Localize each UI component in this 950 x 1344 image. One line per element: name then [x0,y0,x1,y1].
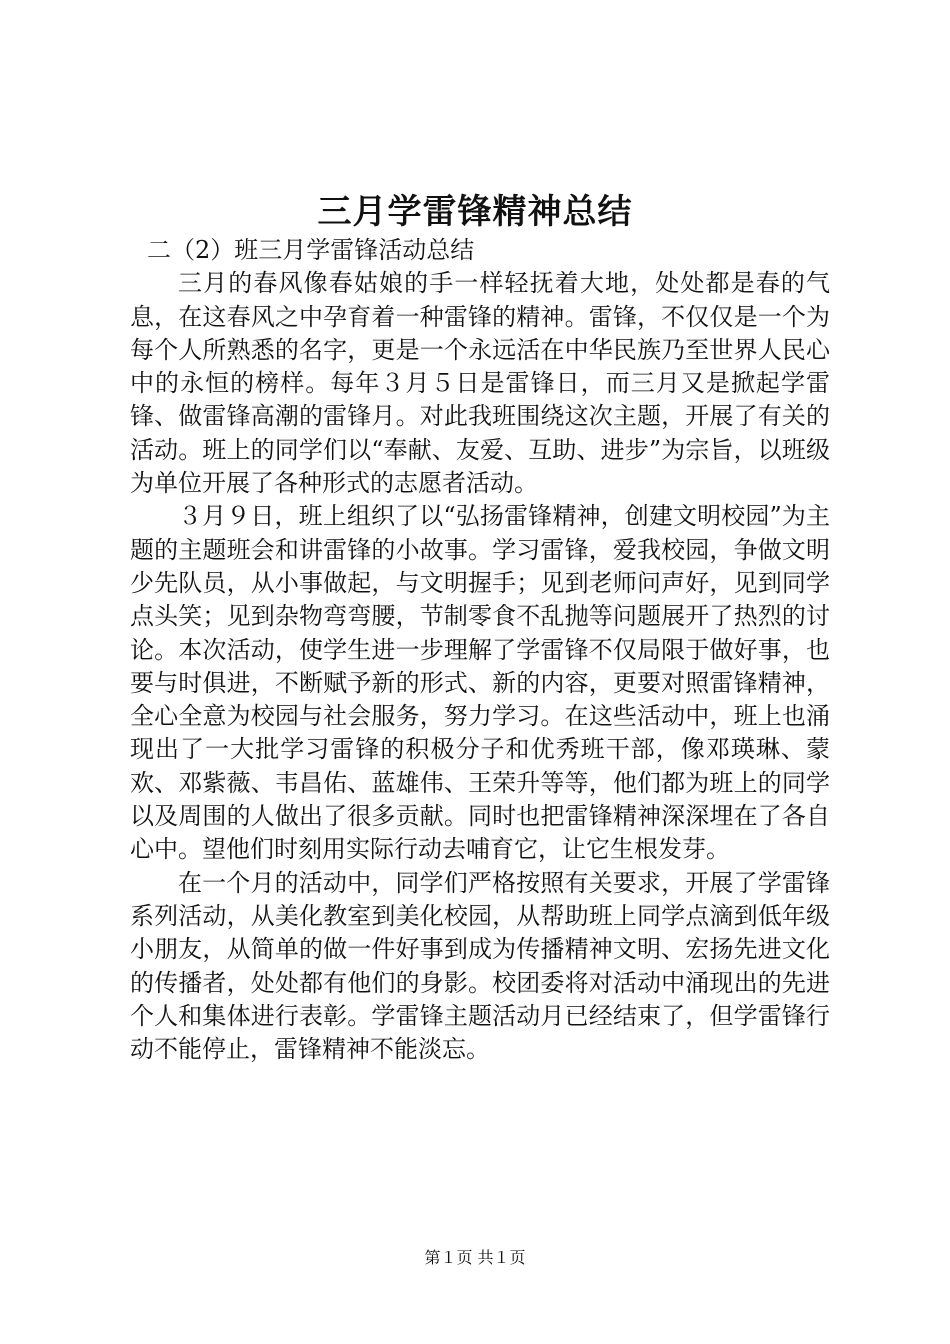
paragraph-1: 三月的春风像春姑娘的手一样轻抚着大地，处处都是春的气息，在这春风之中孕育着一种雷锋的精神。雷锋，不仅仅是一个为每个人所熟悉的名字，更是一个永远活在中华民族乃至世界人民心中的永恒的榜样。每年３月５日是雷锋日，而三月又是掀起学雷锋、做雷锋高潮的雷锋月。对此我班围绕这次主题，开展了有关的活动。班上的同学们以“奉献、友爱、互助、进步”为宗旨，以班级为单位开展了各种形式的志愿者活动。 [130,269,830,498]
paragraph-2: ３月９日，班上组织了以“弘扬雷锋精神，创建文明校园”为主题的主题班会和讲雷锋的小故事。学习雷锋，爱我校园，争做文明少先队员，从小事做起，与文明握手；见到老师问声好，见到同学点头笑；见到杂物弯弯腰，节制零食不乱抛等问题展开了热烈的讨论。本次活动，使学生进一步理解了学雷锋不仅局限于做好事，也要与时俱进，不断赋予新的形式、新的内容，更要对照雷锋精神，全心全意为校园与社会服务，努力学习。在这些活动中，班上也涌现出了一大批学习雷锋的积极分子和优秀班干部，像邓瑛琳、蒙欢、邓紫薇、韦昌佑、蓝雄伟、王荣升等等，他们都为班上的同学以及周围的人做出了很多贡献。同时也把雷锋精神深深埋在了各自心中。望他们时刻用实际行动去哺育它，让它生根发芽。 [130,502,830,864]
document-title: 三月学雷锋精神总结 [317,192,633,232]
paragraph-3: 在一个月的活动中，同学们严格按照有关要求，开展了学雷锋系列活动，从美化教室到美化校园，从帮助班上同学点滴到低年级小朋友，从简单的做一件好事到成为传播精神文明、宏扬先进文化的传播者，处处都有他们的身影。校团委将对活动中涌现出的先进个人和集体进行表彰。学雷锋主题活动月已经结束了，但学雷锋行动不能停止，雷锋精神不能淡忘。 [130,868,830,1064]
page-footer: 第１页 共１页 [424,1248,526,1267]
document-subtitle: 二（2）班三月学雷锋活动总结 [147,236,475,264]
document-body [130,234,830,1066]
